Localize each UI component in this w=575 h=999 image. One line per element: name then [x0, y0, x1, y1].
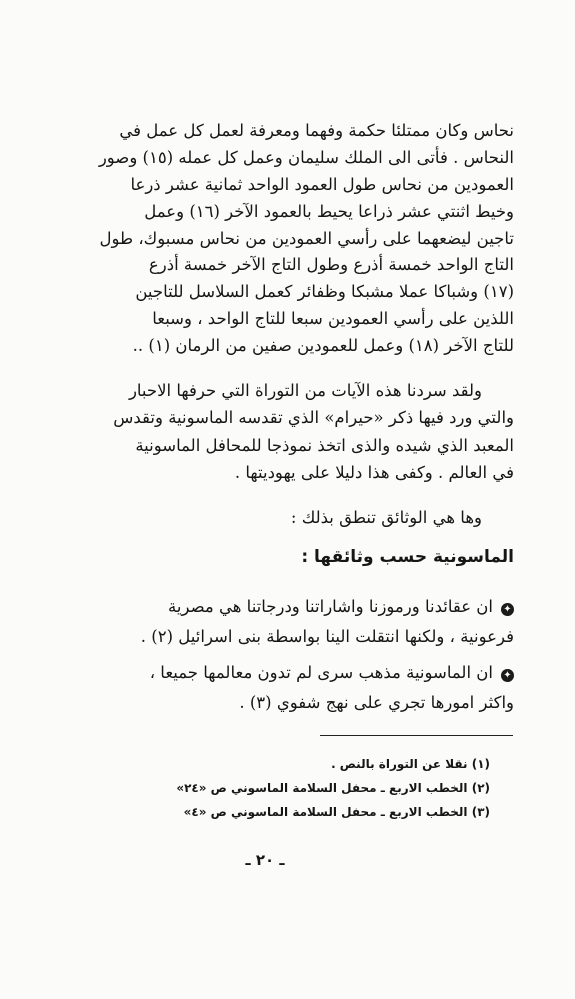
- footnotes: [140, 752, 490, 824]
- bullet-text: ان الماسونية مذهب سرى لم تدون معالمها جميعا ،: [149, 663, 493, 682]
- text-line: المعبد الذي شيده والذى اتخذ نموذجا للمحافل الماسونية: [135, 435, 514, 455]
- footnote: (١) نقلا عن التوراة بالنص .: [331, 757, 490, 771]
- paragraph-torah-quote: [58, 118, 514, 360]
- text-line: للتاج الآخر (١٨) وعمل للعمودين صفين من الرمان (١) ..: [132, 336, 514, 356]
- bullet-item: [58, 592, 514, 652]
- text-line: والتي ورد فيها ذكر «حيرام» الذي تقدسه الماسونية وتقدس: [113, 408, 514, 428]
- text-line: اللذين على رأسي العمودين سبعا للتاج الواحد ، وسبعا: [152, 309, 514, 329]
- footnote: (٢) الخطب الاربع ـ محفل السلامة الماسوني ص «٢٤»: [176, 781, 490, 795]
- bullet-item: [58, 658, 514, 718]
- footnote-divider: [320, 735, 513, 736]
- footnote: (٣) الخطب الاربع ـ محفل السلامة الماسوني ص «٤»: [183, 805, 490, 819]
- text-line: وها هي الوثائق تنطق بذلك :: [290, 508, 482, 527]
- text-line: تاجين ليضعهما على رأسي العمودين من نحاس مسبوك، طول: [99, 228, 514, 248]
- text-line: التاج الواحد خمسة أذرع وطول التاج الآخر خمسة أذرع: [148, 255, 514, 275]
- star-bullet-icon: ✦: [501, 603, 514, 616]
- bullet-text: ان عقائدنا ورموزنا واشاراتنا ودرجاتنا هي مصرية: [168, 597, 493, 616]
- star-bullet-icon: ✦: [501, 669, 514, 682]
- text-line: وخيط اثنتي عشر ذراعا يحيط بالعمود الآخر (١٦) وعمل: [144, 201, 514, 221]
- page-number: ـ ٢٠ ـ: [245, 851, 285, 869]
- text-line: العمودين من نحاس طول العمود الواحد ثمانية عشر ذرعا: [130, 174, 514, 194]
- section-heading: الماسونية حسب وثائقها :: [301, 547, 514, 567]
- text-line: واكثر امورها تجري على نهج شفوي (٣) .: [239, 693, 514, 712]
- text-line: [58, 658, 514, 688]
- text-line: [58, 592, 514, 622]
- text-line: (١٧) وشباكا عملا مشبكا وظفائر كعمل السلاسل للتاجين: [135, 282, 514, 302]
- text-line: ولقد سردنا هذه الآيات من التوراة التي حرفها الاحبار: [128, 381, 482, 400]
- text-line: نحاس وكان ممتلئا حكمة وفهما ومعرفة لعمل كل عمل في: [119, 121, 514, 140]
- text-line: في العالم . وكفى هذا دليلا على يهوديتها .: [234, 462, 514, 482]
- paragraph-intro-documents: [58, 505, 514, 531]
- text-line: النحاس . فأتى الى الملك سليمان وعمل كل عمله (١٥) وصور: [98, 147, 514, 167]
- paragraph-commentary: [58, 377, 514, 486]
- text-line: فرعونية ، ولكنها انتقلت الينا بواسطة بنى اسرائيل (٢) .: [140, 627, 514, 646]
